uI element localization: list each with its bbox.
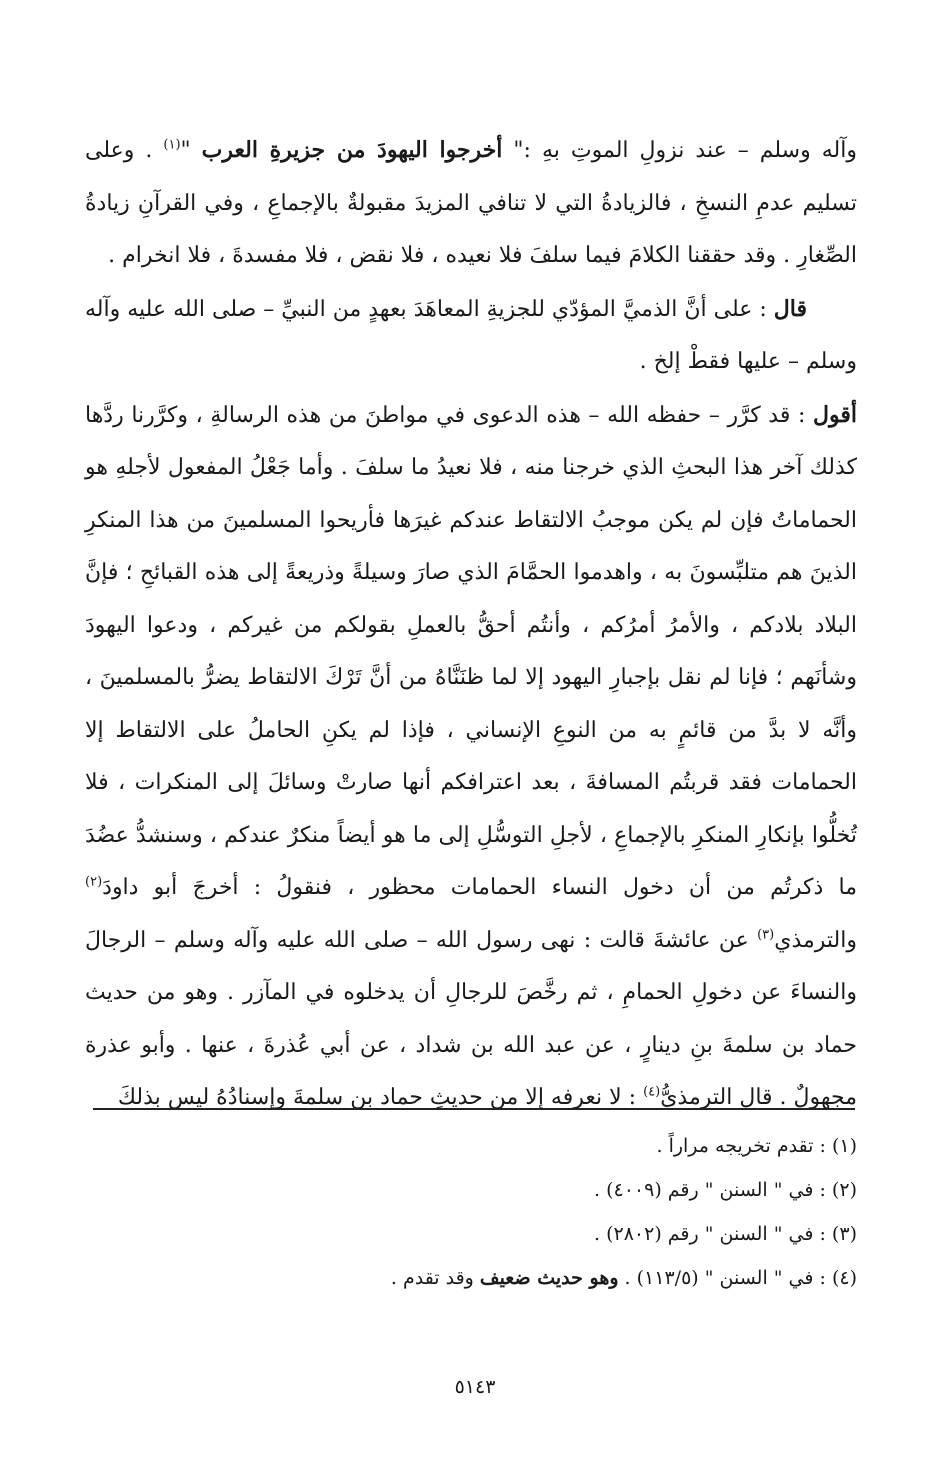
footnote-ref-1: (١) xyxy=(163,137,181,153)
footnote-3: (٣) : في " السنن " رقم (٢٨٠٢) . xyxy=(594,1223,857,1245)
hadith-quote: أخرجوا اليهودَ من جزيرةِ العرب xyxy=(201,137,503,163)
paragraph-3-part-a: : قد كرَّر – حفظه الله – هذه الدعوى في مواطنَ من هذه الرسالةِ ، وكرَّرنا ردَّها كذلك آخر هذا البحثِ الذي خرجنا منه ، فلا نعيدُ ما سلفَ . وأما جَعْلُ المفعول لأجلهِ هو الحماماتُ فإن لم يكن موجبُ الالتقاط عندكم غيرَها فأريحوا المسلمينَ من هذا المنكرِ الذينَ هم متلبِّسونَ به ، واهدموا الحمَّامَ الذي صارَ وسيلةً وذريعةً إلى هذه القبائحِ ؛ فإنَّ البلاد بلادكم ، والأمرُ أمرُكم ، وأنتُم أحقُّ بالعملِ بقولكم من غيركم ، ودعوا اليهودَ وشأنَهم ؛ فإنا لم نقل بإجبارِ اليهود إلا لما ظنَنَّاهُ من أنَّ تَرْكَ الالتقاط يضرُّ بالمسلمينَ ، وأنَّه لا بدَّ من قائمٍ به من النوعِ الإنساني ، فإذا لم يكنِ الحاملُ على الالتقاط إلا الحمامات فقد قربتُم المسافةَ ، بعد اعترافكم أنها صارتْ وسائلَ إلى المنكرات ، فلا تُخلُّوا بإنكارِ المنكرِ بالإجماعِ ، لأجلِ التوسُّلِ إلى ما هو أيضاً منكرٌ عندكم ، وسنشدُّ عضُدَ ما ذكرتُم من أن دخول النساء الحمامات محظور ، فنقولُ : أخرجَ أبو داودَ xyxy=(85,402,857,900)
paragraph-2 xyxy=(85,283,857,389)
paragraph-1-part-a: وآله وسلم – عند نزولِ الموتِ بهِ :" xyxy=(502,138,857,163)
footnote-1: (١) : تقدم تخريجه مراراً . xyxy=(656,1135,857,1157)
footnote-separator xyxy=(93,1108,855,1110)
paragraph-2-text: : على أنَّ الذميَّ المؤدّي للجزيةِ المعاهَدَ بعهدٍ من النبيِّ – صلى الله عليه وآله وسلم – عليها فقطْ إلخ . xyxy=(85,296,857,374)
paragraph-3-part-b: والترمذي xyxy=(774,927,857,953)
paragraph-3-part-c: عن عائشةَ قالت : نهى رسول الله – صلى الله عليه وآله وسلم – الرجالَ والنساءَ عن دخولِ الحمامِ ، ثم رخَّصَ للرجالِ أن يدخلوه في المآزر . وهو من حديث حماد بن سلمةَ بنِ دينارٍ ، عن عبد الله بن شداد ، عن أبي عُذرةَ ، عنها . وأبو عذرة مجهولٌ . قال الترمذيُّ xyxy=(85,927,857,1110)
footnote-4-part-c: وقد تقدم . xyxy=(390,1267,480,1289)
footnote-4-emphasis: وهو حديث ضعيف xyxy=(479,1267,619,1289)
footnotes xyxy=(93,1124,857,1300)
main-text xyxy=(85,124,857,1125)
qala-heading: قال xyxy=(773,295,807,322)
footnote-4-part-a: (٤) : في " السنن " (١١٣/٥) . xyxy=(618,1267,857,1289)
footnote-ref-3: (٣) xyxy=(757,927,775,943)
page-number: ٥١٤٣ xyxy=(454,1376,496,1398)
paragraph-1-part-c: . وعلى تسليم عدمِ النسخِ ، فالزيادةُ التي لا تنافي المزيدَ مقبولةٌ بالإجماعِ ، وفي القرآنِ زيادةُ الصِّغارِ . وقد حققنا الكلامَ فيما سلفَ فلا نعيده ، فلا نقض ، فلا مفسدةَ ، فلا انخرام . xyxy=(85,138,857,268)
aqulu-heading: أقول xyxy=(813,401,857,428)
footnote-ref-4: (٤) xyxy=(643,1084,661,1100)
paragraph-3 xyxy=(85,389,857,1125)
footnote-ref-2: (٢) xyxy=(85,874,103,890)
paragraph-3-part-d: : لا نعرفه إلا من حديثِ حماد بن سلمةَ وإسنادُهُ ليس بذلكَ xyxy=(117,1085,644,1110)
paragraph-1-part-b: " xyxy=(180,138,202,163)
footnote-2: (٢) : في " السنن " رقم (٤٠٠٩) . xyxy=(594,1179,857,1201)
paragraph-1 xyxy=(85,124,857,283)
footnote-4 xyxy=(93,1256,857,1300)
